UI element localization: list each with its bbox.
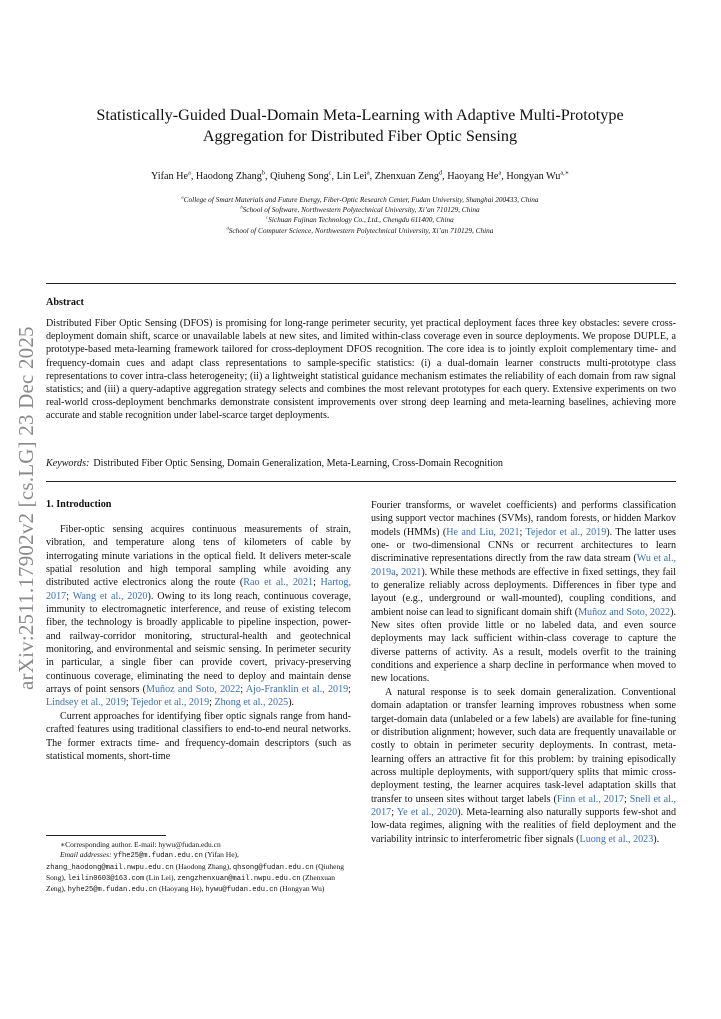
email-address[interactable]: zengzhenxuan@mail.nwpu.edu.cn xyxy=(177,874,301,883)
affiliation-line xyxy=(60,215,660,225)
footnote-divider xyxy=(46,835,166,836)
arxiv-stamp: arXiv:2511.17902v2 [cs.LG] 23 Dec 2025 xyxy=(14,326,38,690)
affiliation-mark: a xyxy=(181,194,184,200)
author-name: Lin Lei xyxy=(336,171,367,182)
citation-link[interactable]: Muñoz and Soto, 2022 xyxy=(146,684,241,696)
author-name: Haoyang He xyxy=(447,171,499,182)
email-label: Email addresses: xyxy=(60,850,112,860)
right-column xyxy=(371,499,676,846)
author-list: Yifan He$^a$, Haodong Zhang$^b$, Qiuheng Song$^c$, Lin Lei$^a$, Zhenxuan Zeng$^d$, Haoyang He$^a$, Hongyan $Wu^{a,∗}$ xyxy=(150,169,570,182)
top-divider xyxy=(46,283,676,284)
affiliation-line xyxy=(60,205,660,215)
corresponding-author-note: ∗Corresponding author. E-mail: hywu@fudan.edu.cn xyxy=(60,840,221,849)
affiliation-text: Sichuan Fujinan Technology Co., Ltd., Chengdu 611400, China xyxy=(268,215,454,225)
author-name: Hongyan Wu xyxy=(506,171,561,182)
body-paragraph: A natural response is to seek domain generalization. Conventional domain adaptation or transfer learning improves robustness when some target-domain data (unlabeled or a few labels) are available for fine-tuning or distribution alignment; however, such data are frequently unavailable or costly to obtain in perimeter security deployments. In contrast, meta-learning offers an attractive fit for this problem: by training episodically across multiple deployments, with support/query splits that mimic cross-deployment testing, the learner acquires task-level adaptation skills that transfer to unseen sites without target labels (Finn et al., 2017; Snell et al., 2017; Ye et al., 2020). Meta-learning also naturally supports few-shot and low-data regimes, aligning with the realities of field deployment and the variability intrinsic to interferometric fiber signals (Luong et al., 2023). xyxy=(371,686,677,845)
author-name: Haodong Zhang xyxy=(195,171,262,182)
abstract-text: Distributed Fiber Optic Sensing (DFOS) is promising for long-range perimeter security, yet practical deployment faces three key obstacles: severe cross-deployment domain shift, scarce or unavailable labels at new sites, and limited within-class coverage even in source deployments. We propose DUPLE, a prototype-based meta-learning framework tailored for cross-deployment DFOS recognition. The core idea is to jointly exploit complementary time- and frequency-domain cues and adapt class representations to sample-specific statistics: (i) a dual-domain learner constructs multi-prototype class representations to cover intra-class heterogeneity; (ii) a lightweight statistical guidance mechanism estimates the reliability of each domain from raw signal statistics; and (iii) a query-adaptive aggregation strategy selects and combines the most relevant prototypes for each query. Extensive experiments on two real-world cross-deployment benchmarks demonstrate consistent improvements over strong deep learning and meta-learning baselines, achieving more accurate and stable recognition under label-scarce target deployments. xyxy=(46,318,676,422)
citation-link[interactable]: Finn et al., 2017 xyxy=(556,793,624,805)
email-list: Email addresses: yfhe25@m.fudan.edu.cn (Yifan He), zhang_haodong@mail.nwpu.edu.cn (Haodong Zhang), qhsong@fudan.edu.cn (Qiuheng Song), leilin0603@163.com (Lin Lei), zengzhenxuan@mail.nwpu.edu.cn (Zhenxuan Zeng), hyhe25@m.fudan.edu.cn (Haoyang He), hywu@fudan.edu.cn (Hongyan Wu) xyxy=(46,850,344,895)
affiliation-mark: c xyxy=(266,214,269,220)
affiliation-text: School of Software, Northwestern Polytechnical University, Xi’an 710129, China xyxy=(242,205,480,215)
citation-link[interactable]: Luong et al., 2023 xyxy=(579,833,654,845)
email-address[interactable]: hyhe25@m.fudan.edu.cn xyxy=(67,886,158,895)
citation-link[interactable]: Wu et al., 2019a xyxy=(371,553,676,578)
body-paragraph: Current approaches for identifying fiber optic signals range from hand-crafted features using traditional classifiers to end-to-end neural networks. The former extracts time- and frequency-domain descriptors (such as statistical moments, short-time xyxy=(46,710,351,762)
footnote xyxy=(46,840,351,895)
author-name: Qiuheng Song xyxy=(270,171,329,182)
author-name: Zhenxuan Zeng xyxy=(374,171,439,182)
affiliation-line xyxy=(60,195,660,205)
author-affiliation-mark: c xyxy=(328,169,332,177)
affiliation-text: School of Computer Science, Northwestern Polytechnical University, Xi’an 710129, China xyxy=(228,225,494,235)
author-affiliation-mark: a xyxy=(498,169,502,177)
citation-link[interactable]: Snell et al., 2017 xyxy=(371,793,677,818)
citation-link[interactable]: Muñoz and Soto, 2022 xyxy=(578,606,671,618)
abstract-heading: Abstract xyxy=(46,297,84,308)
email-address[interactable]: yfhe25@m.fudan.edu.cn xyxy=(113,852,203,861)
citation-link[interactable]: Hartog, 2017 xyxy=(46,577,351,602)
affiliation-list xyxy=(60,195,660,236)
citation-link[interactable]: Tejedor et al., 2019 xyxy=(131,697,210,709)
citation-link[interactable]: Zhong et al., 2025 xyxy=(214,697,289,709)
citation-link[interactable]: Tejedor et al., 2019 xyxy=(525,526,607,538)
affiliation-text: College of Smart Materials and Future Energy, Fiber-Optic Research Center, Fudan University, Shanghai 200433, China xyxy=(183,195,539,204)
citation-link[interactable]: Ajo-Franklin et al., 2019 xyxy=(245,684,349,696)
keywords-line xyxy=(46,458,676,469)
citation-link[interactable]: Rao et al., 2021 xyxy=(243,577,314,589)
title-line-1: Statistically-Guided Dual-Domain Meta-Learning with Adaptive Multi-Prototype xyxy=(96,106,624,124)
email-address[interactable]: hywu@fudan.edu.cn xyxy=(205,886,278,895)
paper-title xyxy=(60,105,660,147)
author-affiliation-mark: b xyxy=(261,169,265,177)
citation-link[interactable]: He and Liu, 2021 xyxy=(446,526,520,538)
keywords-label: Keywords: xyxy=(46,458,90,469)
left-column xyxy=(46,523,351,763)
author-affiliation-mark: a xyxy=(188,169,191,177)
affiliation-mark: d xyxy=(226,225,229,231)
author-affiliation-mark: d xyxy=(438,169,443,177)
section-heading-introduction: 1. Introduction xyxy=(46,499,112,510)
affiliation-line xyxy=(60,226,660,236)
email-address[interactable]: leilin0603@163.com xyxy=(67,874,145,883)
abstract-bottom-divider xyxy=(46,481,676,482)
citation-link[interactable]: Wang et al., 2020 xyxy=(72,590,148,602)
citation-link[interactable]: 2021 xyxy=(401,566,422,578)
citation-link[interactable]: Ye et al., 2020 xyxy=(396,806,458,818)
title-line-2: Aggregation for Distributed Fiber Optic Sensing xyxy=(202,127,518,145)
email-address[interactable]: qhsong@fudan.edu.cn xyxy=(232,863,314,872)
body-paragraph: Fourier transforms, or wavelet coefficients) and performs classification using support vector machines (SVMs), random forests, or hidden Markov models (HMMs) (He and Liu, 2021; Tejedor et al., 2019). The latter uses one- or two-dimensional CNNs or recurrent architectures to learn discriminative representations directly from the raw data stream (Wu et al., 2019a, 2021). While these methods are effective in fixed settings, they fail to generalize reliably across deployments. Differences in fiber type and layout (e.g., underground or wall-mounted), coupling conditions, and ambient noise can lead to significant domain shift (Muñoz and Soto, 2022). New sites often provide little or no labeled data, and even source deployments may lack sufficient within-class coverage to capture the diverse patterns of activity. As a result, models overfit to the training conditions and experience a sharp decline in performance when moved to new locations. xyxy=(371,500,676,685)
keywords-text: Distributed Fiber Optic Sensing, Domain Generalization, Meta-Learning, Cross-Domain Recognition xyxy=(93,458,503,469)
email-address[interactable]: zhang_haodong@mail.nwpu.edu.cn xyxy=(46,863,174,872)
author-name: Yifan He xyxy=(150,171,189,182)
citation-link[interactable]: Lindsey et al., 2019 xyxy=(46,697,126,709)
author-affiliation-mark: a xyxy=(366,169,370,177)
affiliation-mark: b xyxy=(240,204,243,210)
body-paragraph: Fiber-optic sensing acquires continuous measurements of strain, vibration, and temperature along tens of kilometers of cable by interrogating minute variations in the optical field. It delivers meter-scale spatial resolution and high temporal sampling while avoiding any distributed active electronics along the route (Rao et al., 2021; Hartog, 2017; Wang et al., 2020). Owing to its long reach, continuous coverage, immunity to electromagnetic interference, and reuse of existing telecom fiber, the technology is broadly applicable to pipeline inspection, power- and railway-corridor monitoring, structural-health and geotechnical monitoring, and environmental and seismic sensing. In perimeter security in particular, a single fiber can provide covert, privacy-preserving continuous coverage, eliminating the need to deploy and maintain dense arrays of point sensors (Muñoz and Soto, 2022; Ajo-Franklin et al., 2019; Lindsey et al., 2019; Tejedor et al., 2019; Zhong et al., 2025). xyxy=(46,524,351,709)
author-affiliation-mark: a,∗ xyxy=(560,169,570,177)
